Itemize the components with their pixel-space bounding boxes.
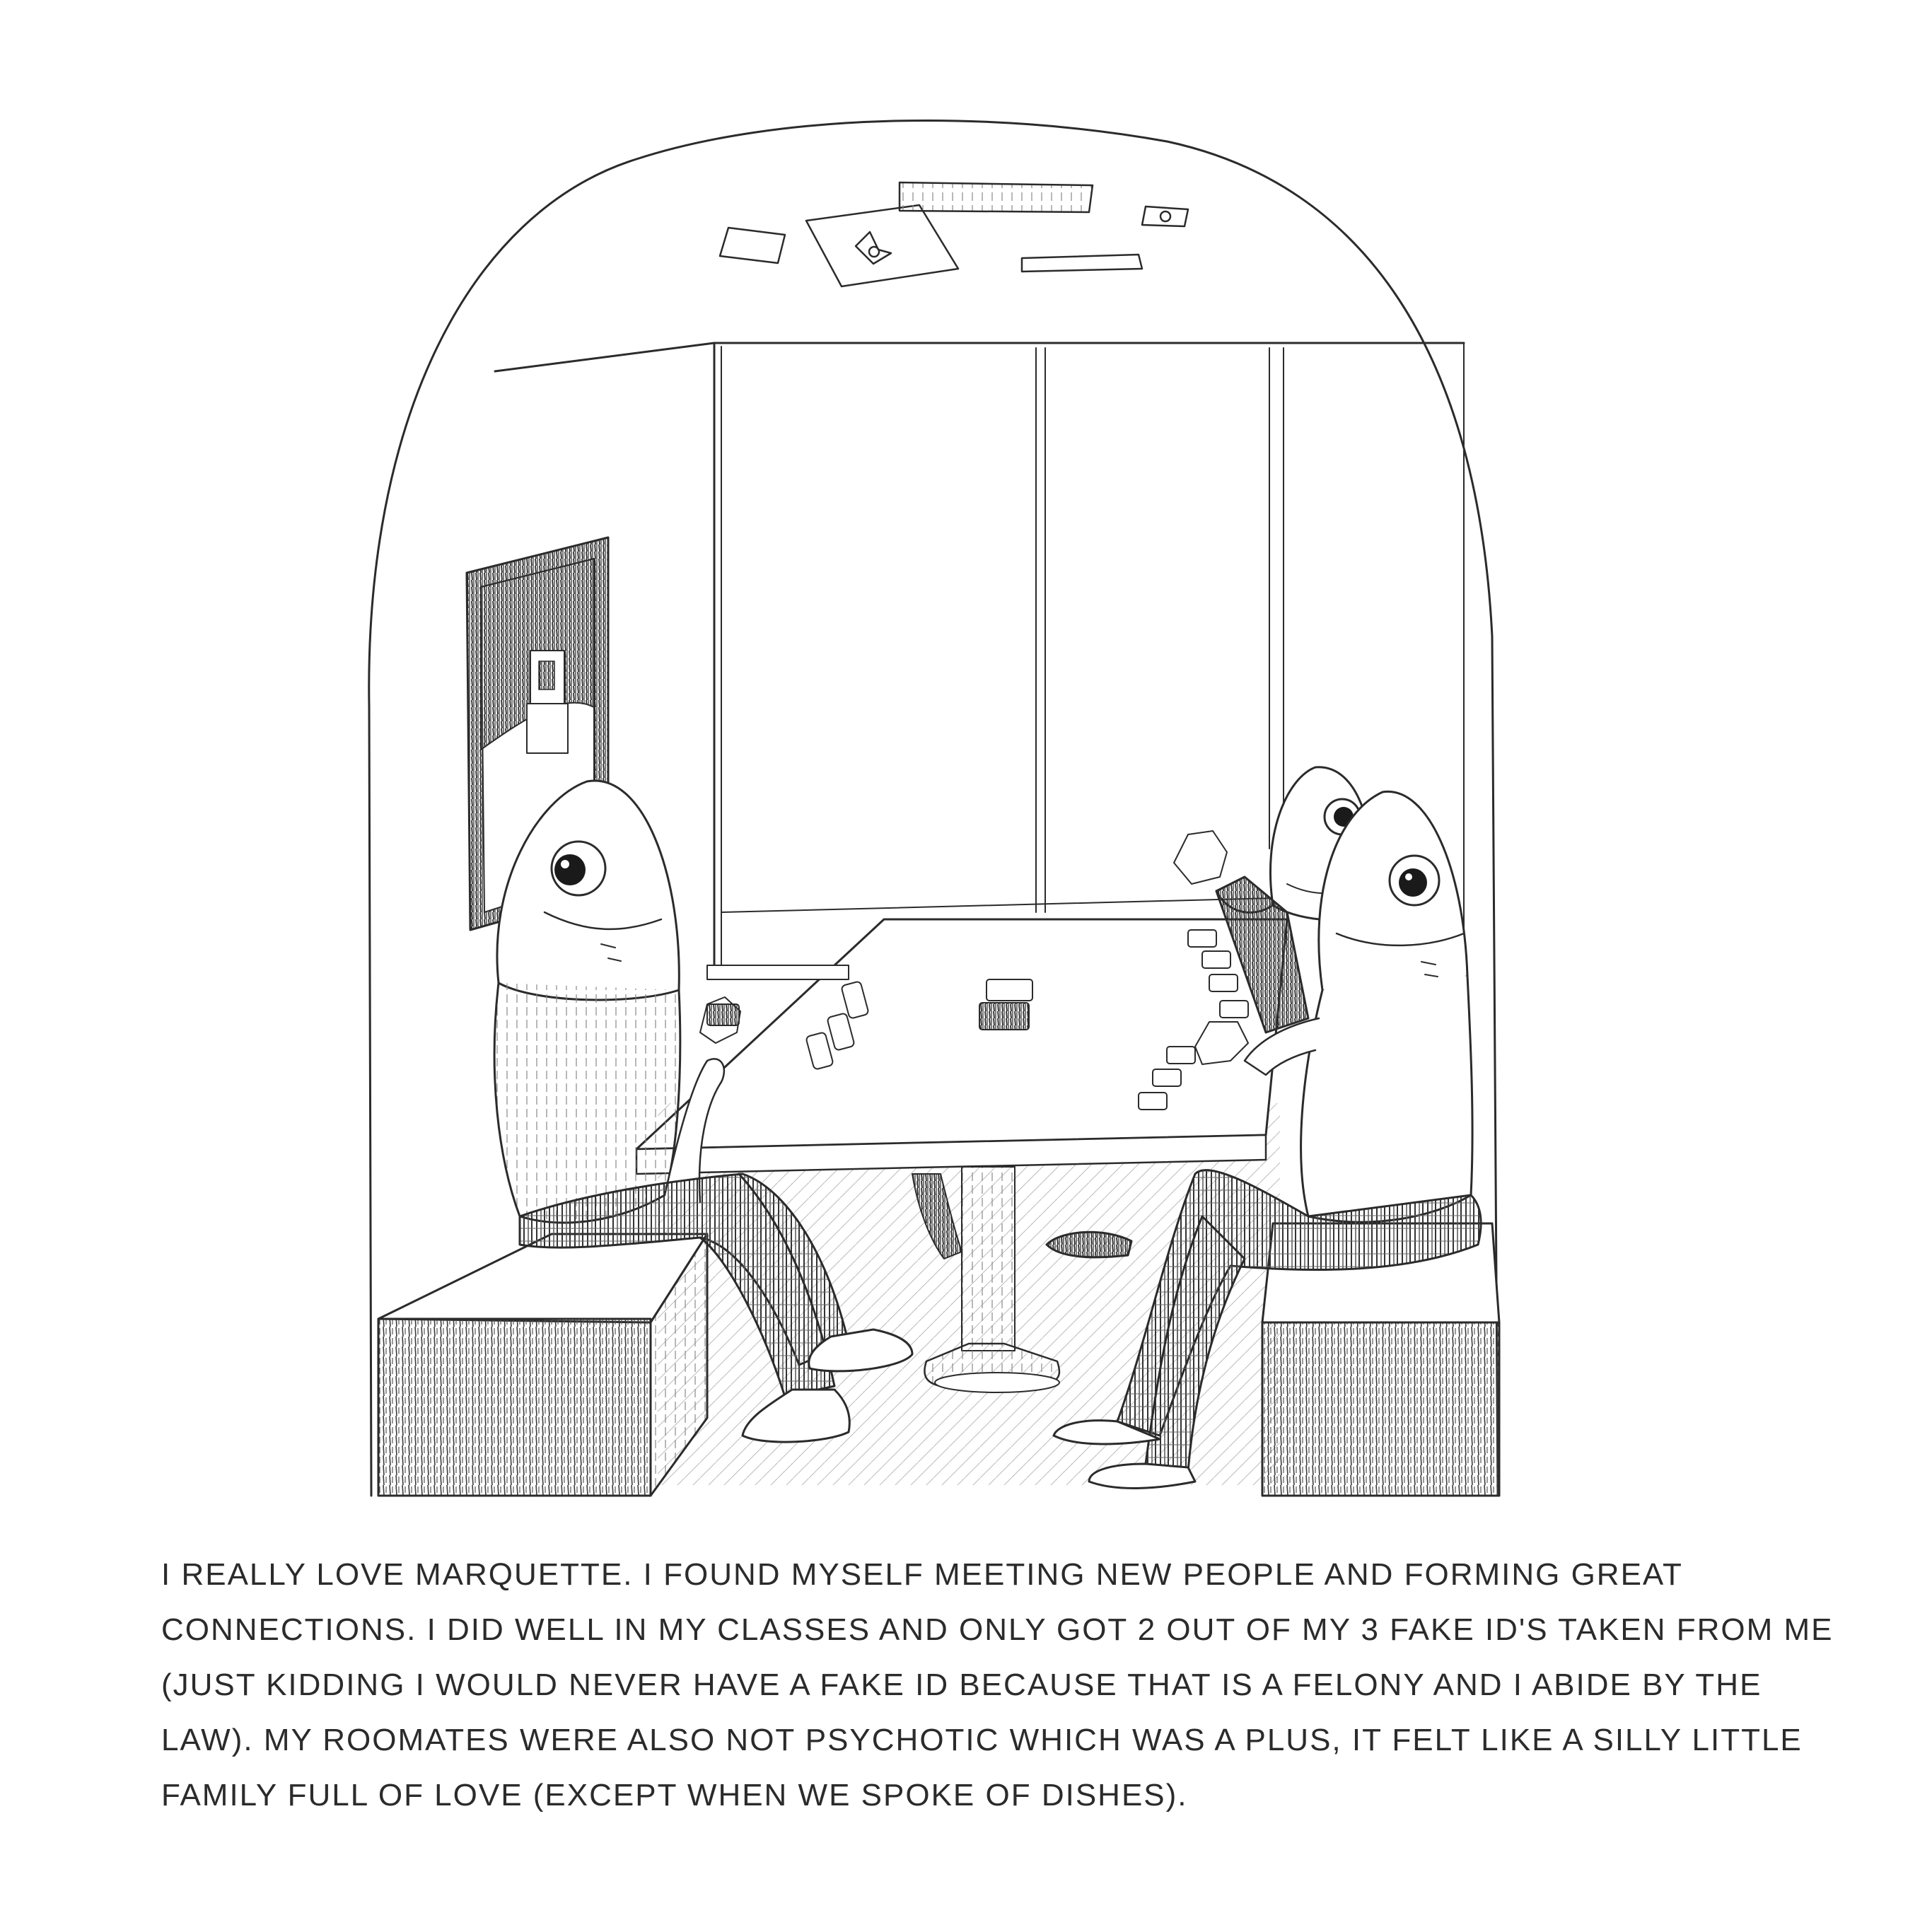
caption-line-5: FAMILY FULL OF LOVE (EXCEPT WHEN WE SPOKE OF DISHES). <box>161 1778 1188 1812</box>
story-caption <box>161 1547 1834 1823</box>
ceiling-cards <box>720 182 1188 286</box>
caption-line-1: I REALLY LOVE MARQUETTE. I FOUND MYSELF MEETING NEW PEOPLE AND FORMING GREAT <box>161 1557 1683 1592</box>
wall-top-line <box>495 343 1464 371</box>
caption-line-4: LAW). MY ROOMATES WERE ALSO NOT PSYCHOTIC WHICH WAS A PLUS, IT FELT LIKE A SILLY LITTLE <box>161 1723 1803 1757</box>
window-sill <box>721 898 1273 912</box>
caption-line-2: CONNECTIONS. I DID WELL IN MY CLASSES AND ONLY GOT 2 OUT OF MY 3 FAKE ID'S TAKEN FROM ME <box>161 1612 1834 1647</box>
caption-line-3: (JUST KIDDING I WOULD NEVER HAVE A FAKE ID BECAUSE THAT IS A FELONY AND I ABIDE BY THE <box>161 1668 1762 1702</box>
